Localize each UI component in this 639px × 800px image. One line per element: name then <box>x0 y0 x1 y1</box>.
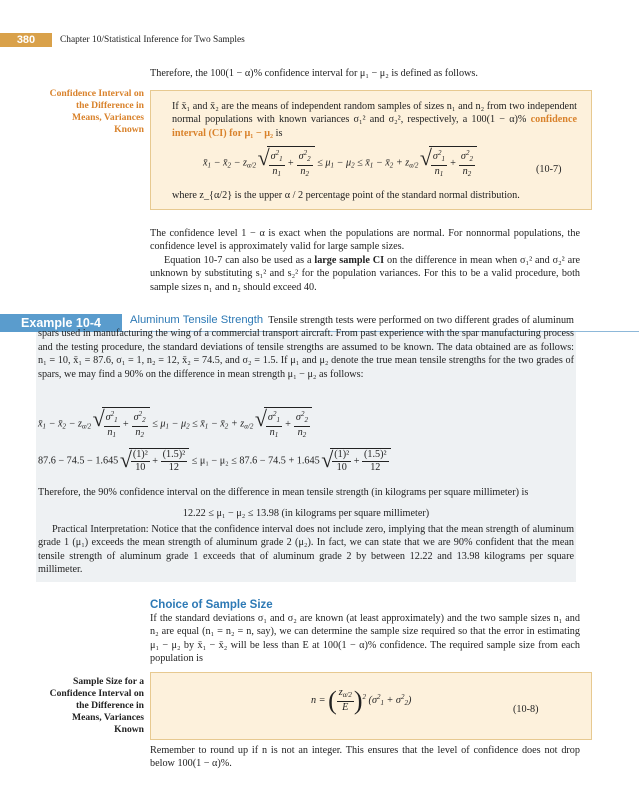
margin-label-sample-size: Sample Size for a Confidence Interval on the Difference in Means, Variances Known <box>49 676 144 735</box>
sample-size-final: Remember to round up if n is not an integer. This ensures that the level of confidence does not drop below 100(1 − α)%. <box>150 745 580 770</box>
definition-text-b: is <box>275 127 283 139</box>
where-text: where z_{α/2} is the upper α / 2 percentage point of the standard normal distribution. <box>172 190 520 201</box>
definition-text <box>172 100 577 140</box>
numeric-sigma1-right: √ (1)² <box>334 449 350 460</box>
numeric-n1-right: 10 <box>336 462 347 473</box>
numeric-n2-right: 12 <box>370 462 381 473</box>
para2-b: on the difference in mean when σ₁² and σ₂² are unknown by substituting s₁² and s₂² for the population variances. For this to be a valid procedure, both sample sizes n₁ and n₂ should exceed 40. <box>150 255 581 293</box>
page-number: 380 <box>0 33 52 47</box>
definition-highlight: confidence interval (CI) for μ₁ − μ₂ <box>172 114 578 139</box>
equation-number-10-7: (10-7) <box>536 164 562 175</box>
sample-size-heading: Choice of Sample Size <box>150 599 273 611</box>
numeric-sigma1: √ (1)² <box>132 449 148 460</box>
example-result: 12.22 ≤ μ₁ − μ₂ ≤ 13.98 (in kilograms per square millimeter) <box>182 508 430 519</box>
example-body-first: Tensile strength tests were performed on two different grades of aluminum spars used in manufacturing the wing of a commercial transport aircraft. From past experience with the spar manufacturing process and the testing procedure, the standard deviations of tensile strengths are assumed to be known. The data obtained are as follows: n₁ = 10, x̄₁ = 87.6, σ₁ = 1, n₂ = 12, x̄₂ = 74.5, and σ₂ = 1.5. If μ₁ and μ₂ denote the true mean tensile strengths for the two grades of spars, we may find a 90% on the difference in mean strength μ₁ − μ₂ as follows: <box>38 315 574 380</box>
numeric-n1: 10 <box>135 462 146 473</box>
equation-10-7: $x̄_1$ − $x̄_2 - z_{\alpha/2}$ √ $\frac{\sigma^2_1}{n_1}$ + $\frac{\sigma^2_2}{n_2}$ ≤ $\mu_1 - \mu_2$ ≤ $x̄_1$ − $x̄_2 + z_{\alpha/2}$ √ $\frac{\sigma^2_1}{n_1}$ + $\frac{\sigma^2_2}{n_2}$ <box>203 146 477 180</box>
example-therefore: Therefore, the 90% confidence interval on the difference in mean tensile strength (in kilograms per square millimeter) is <box>38 487 529 498</box>
para2-bold: large sample CI <box>314 255 385 266</box>
equation-10-8: n = ( $\frac{z_{\alpha/2}}{E}$ )$^2$ $(\sigma^2_1 + \sigma^2_2)$ <box>311 685 412 715</box>
definition-box <box>150 90 592 210</box>
numeric-lhs: 87.6 − 74.5 − 1.645 <box>38 455 119 467</box>
sample-size-text: If the standard deviations σ₁ and σ₂ are known (at least approximately) and the two sample sizes n₁ and n₂ are equal (n₁ = n₂ = n, say), we can determine the sample size required so that the error in estimating μ₁ − μ₂ by x̄₁ − x̄₂ will be less than E at 100(1 − α)% confidence. The required sample size from each population is <box>150 613 580 665</box>
para2-a: Equation 10-7 can also be used as a <box>164 255 312 266</box>
numeric-n2: 12 <box>168 462 179 473</box>
numeric-sigma2-right: (1.5)² <box>364 449 387 460</box>
paragraph-confidence-level: The confidence level 1 − α is exact when the populations are normal. For nonnormal populations, the confidence level is approximately valid for large sample sizes. <box>150 228 580 253</box>
sample-size-box <box>150 672 592 740</box>
example-text <box>38 314 574 381</box>
example-equation-symbolic: $x̄_1$ − $x̄_2 - z_{\alpha/2}$ √ $\frac{\sigma^2_1}{n_1}$ + $\frac{\sigma^2_2}{n_2}$ ≤ $\mu_1 - \mu_2$ ≤ $x̄_1$ − $x̄_2 + z_{\alpha/2}$ √ $\frac{\sigma^2_1}{n_1}$ + $\frac{\sigma^2_2}{n_2}$ <box>38 407 312 441</box>
numeric-sigma2: (1.5)² <box>162 449 186 460</box>
definition-text-a: If x̄₁ and x̄₂ are the means of independent random samples of sizes n₁ and n₂ from two independent normal populations with known variances σ₁² and σ₂², respectively, a 100(1 − α)% <box>172 101 577 126</box>
chapter-title: Chapter 10/Statistical Inference for Two Samples <box>60 35 245 45</box>
margin-label-ci: Confidence Interval on the Difference in Means, Variances Known <box>49 88 144 135</box>
intro-line: Therefore, the 100(1 − α)% confidence interval for μ₁ − μ₂ is defined as follows. <box>150 68 478 79</box>
example-title: Aluminum Tensile Strength <box>130 314 264 326</box>
example-label: Example 10-4 <box>0 314 122 332</box>
numeric-mid: ≤ μ₁ − μ₂ ≤ 87.6 − 74.5 + 1.645 <box>191 455 320 467</box>
example-equation-numeric: 87.6 − 74.5 − 1.645 √ $\frac{\text{(1)²}}{10}$ + $\frac{\text{(1.5)²}}{12}$ ≤ μ₁ − μ₂ ≤ 87.6 − 74.5 + 1.645 √ $\frac{\text{(1)²}}{10}$ + $\frac{\text{(1.5)²}}{12}$ <box>38 448 391 474</box>
equation-number-10-8: (10-8) <box>513 704 539 715</box>
paragraph-large-sample <box>150 254 580 294</box>
practical-interpretation: Practical Interpretation: Notice that the confidence interval does not include zero, implying that the mean strength of aluminum grade 1 (μ₁) exceeds the mean strength of aluminum grade 2 (μ₂). In fact, we can state that we are 90% confident that the mean tensile strength of aluminum grade 1 exceeds that of aluminum grade 2 by between 12.22 and 13.98 kilograms per square millimeter. <box>38 524 574 576</box>
